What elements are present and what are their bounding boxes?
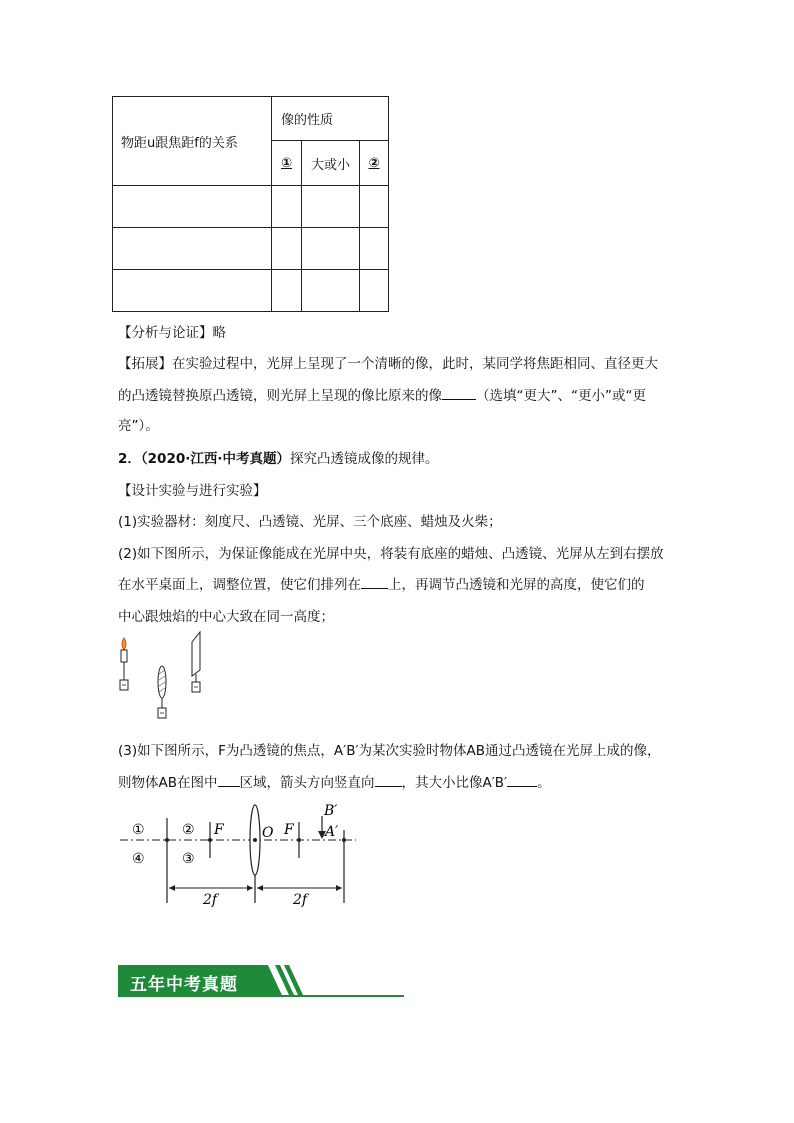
col-1-header: ① <box>272 141 302 186</box>
image-property-header: 像的性质 <box>281 113 334 128</box>
image-properties-table <box>112 96 389 312</box>
answer-blank[interactable] <box>442 387 476 400</box>
b-prime-label: B′ <box>324 803 338 819</box>
col-size-header: 大或小 <box>302 141 360 186</box>
focus-right-label: F <box>284 822 294 838</box>
extension-line-3: 亮”）。 <box>118 418 159 434</box>
answer-blank[interactable] <box>361 576 388 589</box>
item-2-line-1: (2)如下图所示，为保证像能成在光屏中央，将装有底座的蜡烛、凸透镜、光屏从左到右摆放 <box>118 546 664 562</box>
item-2-line-2: 在水平桌面上，调整位置，使它们排列在 上，再调节凸透镜和光屏的高度，使它们的 <box>118 577 645 593</box>
table-row <box>113 228 389 270</box>
col-2-header: ② <box>360 141 389 186</box>
banner-title: 五年中考真题 <box>130 975 238 995</box>
extension-line-2: 的凸透镜替换原凸透镜，则光屏上呈现的像比原来的像 （选填“更大”、“更小”或“更 <box>118 388 646 404</box>
apparatus-figure <box>112 630 212 720</box>
candle-icon <box>120 638 128 690</box>
distance-right-label: 2f <box>293 892 308 908</box>
optical-center-label: O <box>262 825 274 841</box>
table-row <box>113 186 389 228</box>
image-property-header-cell <box>272 97 389 141</box>
region-2-label: ② <box>182 822 195 838</box>
optics-diagram <box>112 800 362 910</box>
relation-header-cell <box>113 97 272 186</box>
item-3-line-2: 则物体AB在图中 区域，箭头方向竖直向 ，其大小比像A′B′ 。 <box>118 775 551 791</box>
region-1-label: ① <box>132 822 145 838</box>
screen-icon <box>192 632 200 692</box>
analysis-line: 【分析与论证】略 <box>118 325 226 341</box>
section-heading: 【设计实验与进行实验】 <box>118 483 267 499</box>
distance-left-label: 2f <box>203 892 218 908</box>
answer-blank[interactable] <box>507 774 537 787</box>
extension-line-1: 【拓展】在实验过程中，光屏上呈现了一个清晰的像，此时，某同学将焦距相同、直径更大 <box>118 356 658 372</box>
relation-header: 物距u跟焦距f的关系 <box>121 135 238 151</box>
answer-blank[interactable] <box>218 774 240 787</box>
region-4-label: ④ <box>132 851 145 867</box>
a-prime-label: A′ <box>325 824 339 840</box>
region-3-label: ③ <box>182 851 195 867</box>
focus-left-label: F <box>214 822 224 838</box>
item-2-line-3: 中心跟烛焰的中心大致在同一高度； <box>118 609 334 625</box>
answer-blank[interactable] <box>375 774 402 787</box>
item-1: (1)实验器材：刻度尺、凸透镜、光屏、三个底座、蜡烛及火柴； <box>118 514 502 530</box>
section-banner <box>118 965 404 999</box>
item-3-line-1: (3)如下图所示，F为凸透镜的焦点，A′B′为某次实验时物体AB通过凸透镜在光屏上成的像， <box>118 743 661 759</box>
lens-icon <box>158 666 166 718</box>
question-2-heading: 2．（2020·江西·中考真题）探究凸透镜成像的规律。 <box>118 451 439 467</box>
table-row <box>113 270 389 312</box>
